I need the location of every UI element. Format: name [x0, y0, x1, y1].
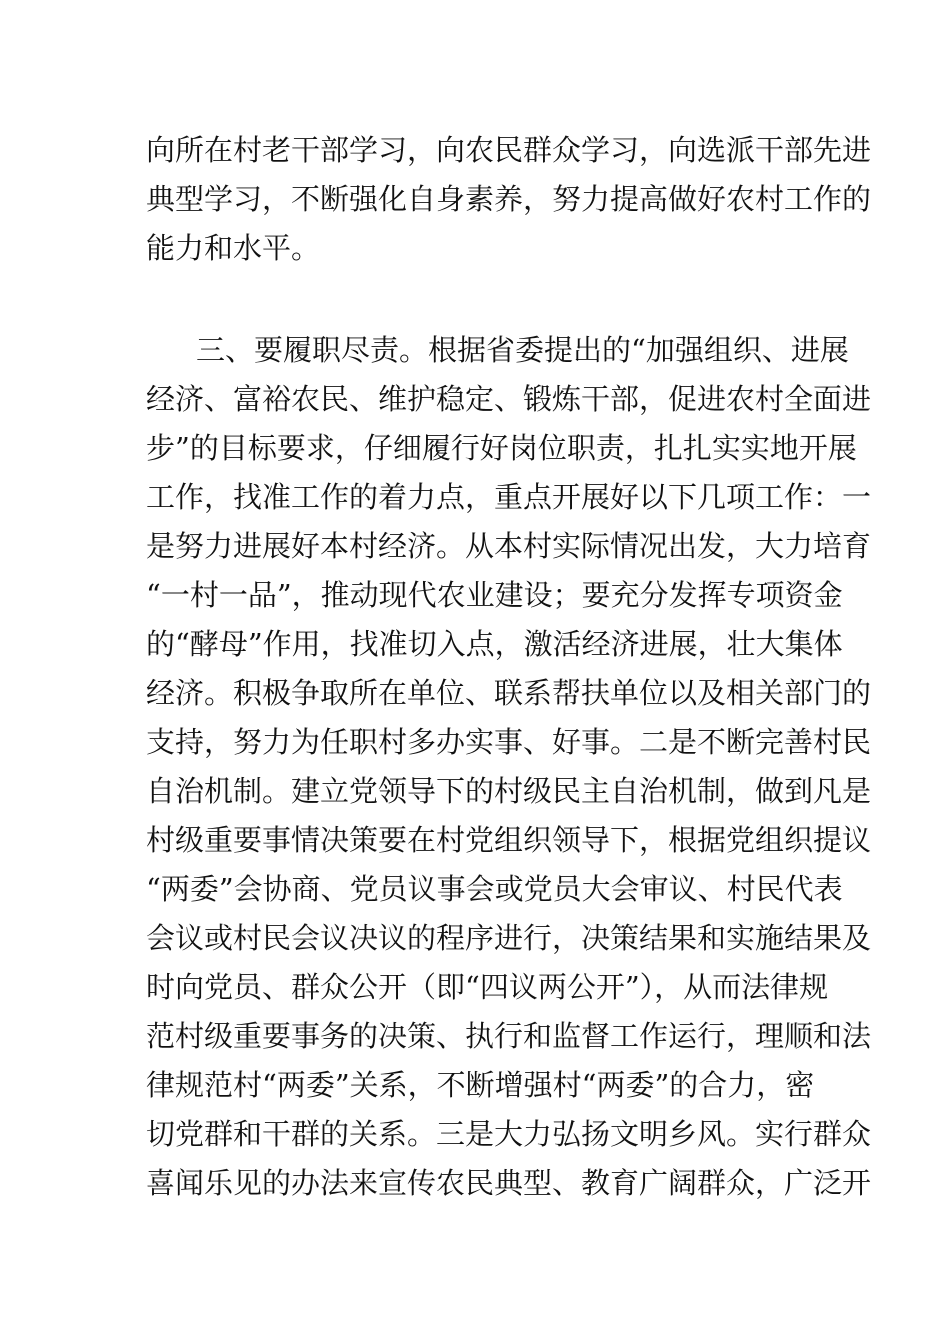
- paragraph-2-line-16: 律规范村“两委”关系，不断增强村“两委”的合力，密: [146, 1068, 815, 1102]
- paragraph-2-line-17: 切党群和干群的关系。三是大力弘扬文明乡风。实行群众: [146, 1117, 872, 1151]
- paragraph-2-line-3: 步”的目标要求，仔细履行好岗位职责，扎扎实实地开展: [146, 431, 857, 465]
- paragraph-2-line-11: 村级重要事情决策要在村党组织领导下，根据党组织提议: [146, 823, 872, 857]
- paragraph-2-line-10: 自治机制。建立党领导下的村级民主自治机制，做到凡是: [146, 774, 872, 808]
- paragraph-2-line-2: 经济、富裕农民、维护稳定、锻炼干部，促进农村全面进: [146, 382, 872, 416]
- paragraph-2-line-6: “一村一品”，推动现代农业建设；要充分发挥专项资金: [146, 578, 843, 612]
- paragraph-2-line-4: 工作，找准工作的着力点，重点开展好以下几项工作：一: [146, 480, 872, 514]
- paragraph-2-line-15: 范村级重要事务的决策、执行和监督工作运行，理顺和法: [146, 1019, 872, 1053]
- paragraph-2-line-12: “两委”会协商、党员议事会或党员大会审议、村民代表: [146, 872, 843, 906]
- paragraph-1-line-3: 能力和水平。: [146, 231, 321, 265]
- paragraph-1-line-2: 典型学习，不断强化自身素养，努力提高做好农村工作的: [146, 182, 872, 216]
- paragraph-1-line-1: 向所在村老干部学习，向农民群众学习，向选派干部先进: [146, 133, 872, 167]
- paragraph-2-line-1: 三、要履职尽责。根据省委提出的“加强组织、进展: [196, 333, 849, 367]
- paragraph-2-line-18: 喜闻乐见的办法来宣传农民典型、教育广阔群众，广泛开: [146, 1166, 872, 1200]
- paragraph-2-line-7: 的“酵母”作用，找准切入点，激活经济进展，壮大集体: [146, 627, 843, 661]
- paragraph-2-line-13: 会议或村民会议决议的程序进行，决策结果和实施结果及: [146, 921, 872, 955]
- paragraph-2-line-9: 支持，努力为任职村多办实事、好事。二是不断完善村民: [146, 725, 872, 759]
- paragraph-2-line-14: 时向党员、群众公开（即“四议两公开”），从而法律规: [146, 970, 829, 1004]
- paragraph-2-line-8: 经济。积极争取所在单位、联系帮扶单位以及相关部门的: [146, 676, 872, 710]
- paragraph-2-line-5: 是努力进展好本村经济。从本村实际情况出发，大力培育: [146, 529, 872, 563]
